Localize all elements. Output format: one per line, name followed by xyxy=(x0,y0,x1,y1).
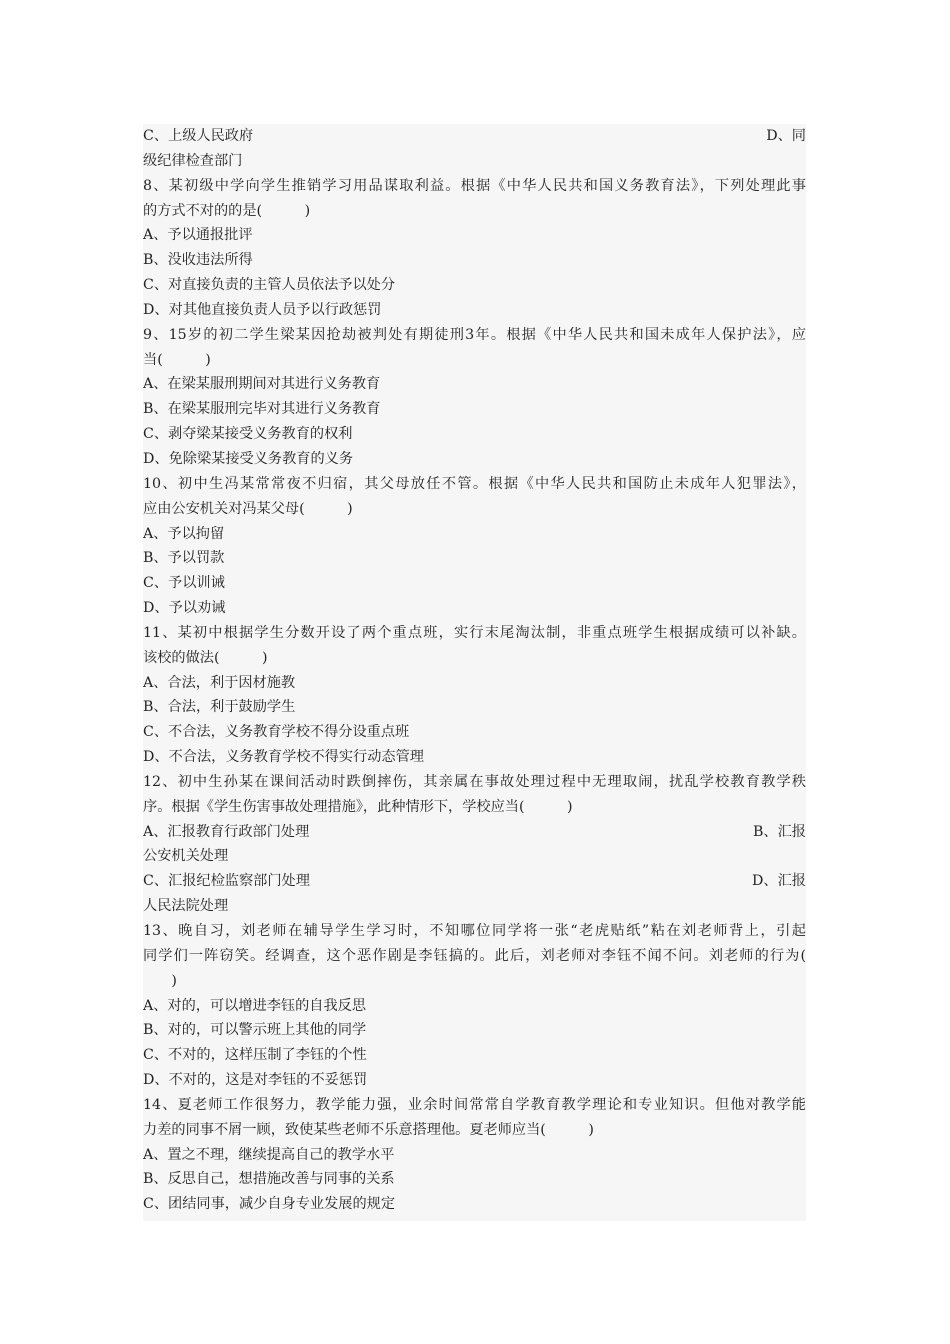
text-line: 12、初中生孙某在课间活动时跌倒摔伤，其亲属在事故处理过程中无理取闹，扰乱学校教育教学秩 xyxy=(143,773,806,790)
text-line-right: D、同 xyxy=(766,128,806,144)
text-line: B、没收违法所得 xyxy=(143,252,253,269)
text-line: 力差的同事不屑一顾，致使某些老师不乐意搭理他。夏老师应当( ) xyxy=(143,1121,594,1138)
text-line: 14、夏老师工作很努力，教学能力强，业余时间常常自学教育教学理论和专业知识。但他对教学能 xyxy=(143,1096,806,1113)
text-line: A、予以拘留 xyxy=(143,525,225,542)
text-line: B、对的，可以警示班上其他的同学 xyxy=(143,1022,367,1039)
text-line: A、置之不理，继续提高自己的教学水平 xyxy=(143,1146,395,1163)
document-text-block xyxy=(143,124,806,1221)
text-line: B、合法，利于鼓励学生 xyxy=(143,699,296,716)
text-line: C、团结同事，减少自身专业发展的规定 xyxy=(143,1196,396,1213)
text-line-right: B、汇报 xyxy=(753,823,806,840)
text-line: 人民法院处理 xyxy=(143,898,229,915)
text-line: 公安机关处理 xyxy=(143,848,229,865)
text-line: 该校的做法( ) xyxy=(143,649,268,666)
text-line: D、予以劝诫 xyxy=(143,600,226,617)
text-line: D、不合法，义务教育学校不得实行动态管理 xyxy=(143,749,424,766)
text-line: B、予以罚款 xyxy=(143,550,225,567)
text-line: 8、某初级中学向学生推销学习用品谋取利益。根据《中华人民共和国义务教育法》，下列处理此事 xyxy=(143,177,806,194)
text-line: 当( ) xyxy=(143,351,211,368)
text-line-left: C、汇报纪检监察部门处理 xyxy=(143,873,310,890)
text-line: C、不合法，义务教育学校不得分设重点班 xyxy=(143,724,410,741)
text-line: 序。根据《学生伤害事故处理措施》，此种情形下，学校应当( ) xyxy=(143,798,573,815)
text-line: B、在梁某服刑完毕对其进行义务教育 xyxy=(143,401,381,418)
text-line: C、对直接负责的主管人员依法予以处分 xyxy=(143,277,396,294)
text-line xyxy=(143,124,806,149)
text-line: 10、初中生冯某常常夜不归宿，其父母放任不管。根据《中华人民共和国防止未成年人犯罪法》， xyxy=(143,475,806,492)
text-line: C、予以训诫 xyxy=(143,575,225,592)
text-line: D、不对的，这是对李钰的不妥惩罚 xyxy=(143,1072,368,1089)
text-line xyxy=(143,869,806,894)
text-line-left: A、汇报教育行政部门处理 xyxy=(143,823,310,840)
text-line: A、在梁某服刑期间对其进行义务教育 xyxy=(143,376,381,393)
text-line: A、予以通报批评 xyxy=(143,227,253,244)
text-line: 9、15岁的初二学生梁某因抢劫被判处有期徒刑3年。根据《中华人民共和国未成年人保护法》，应 xyxy=(143,326,806,343)
text-line: C、不对的，这样压制了李钰的个性 xyxy=(143,1047,367,1064)
text-line: 同学们一阵窃笑。经调查，这个恶作剧是李钰搞的。此后，刘老师对李钰不闻不问。刘老师的行为( xyxy=(143,947,806,964)
text-line: 的方式不对的的是( ) xyxy=(143,202,311,219)
text-line xyxy=(143,820,806,845)
text-line: ) xyxy=(143,972,177,989)
text-line: A、对的，可以增进李钰的自我反思 xyxy=(143,997,367,1014)
text-line: B、反思自己，想措施改善与同事的关系 xyxy=(143,1171,395,1188)
text-line: D、对其他直接负责人员予以行政惩罚 xyxy=(143,301,382,318)
text-line: A、合法，利于因材施教 xyxy=(143,674,296,691)
text-line-right: D、汇报 xyxy=(752,873,806,890)
text-line: 级纪律检查部门 xyxy=(143,152,243,169)
text-line: 应由公安机关对冯某父母( ) xyxy=(143,500,353,517)
text-line: D、免除梁某接受义务教育的义务 xyxy=(143,450,354,467)
text-line-left: C、上级人民政府 xyxy=(143,128,254,144)
text-line: C、剥夺梁某接受义务教育的权利 xyxy=(143,426,353,443)
text-line: 11、某初中根据学生分数开设了两个重点班，实行末尾淘汰制，非重点班学生根据成绩可以补缺。 xyxy=(143,624,806,641)
text-line: 13、晚自习，刘老师在辅导学生学习时，不知哪位同学将一张“老虎贴纸”粘在刘老师背上，引起 xyxy=(143,923,806,939)
